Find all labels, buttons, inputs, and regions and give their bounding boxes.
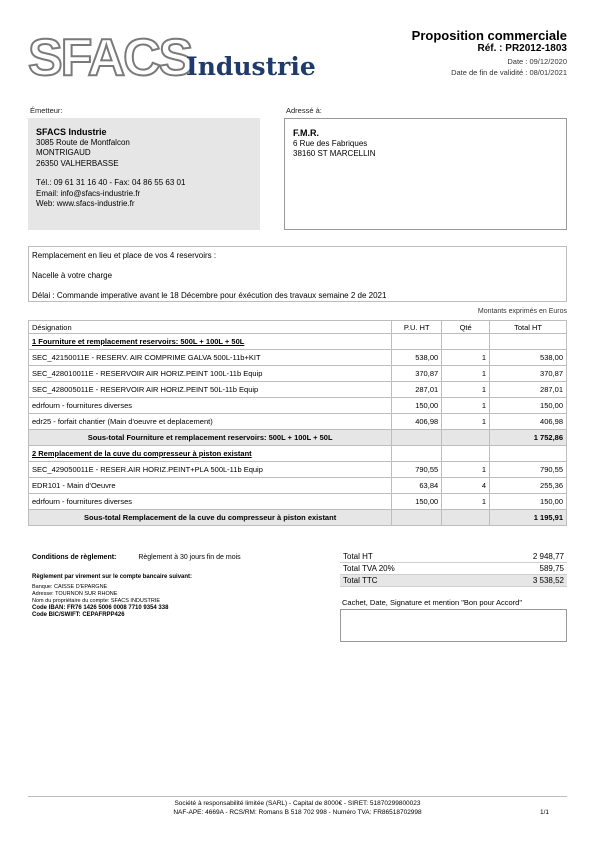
bank-details [32,574,192,619]
cell-designation: SEC_429050011E - RESER.AIR HORIZ.PEINT+PLA 500L-11b Equip [29,462,392,478]
cell-total: 790,55 [490,462,567,478]
cell-quantity: 1 [442,462,490,478]
bank-name: Banque: CAISSE D'EPARGNE [32,584,108,590]
cell-designation: edr25 - forfait chantier (Main d'oeuvre et deplacement) [29,414,392,430]
total-tva-label: Total TVA 20% [340,563,478,575]
total-ttc-label: Total TTC [340,575,478,587]
document-reference: Réf. : PR2012-1803 [477,43,567,54]
payment-conditions [32,554,241,561]
table-row [29,494,567,510]
cell-total: 406,98 [490,414,567,430]
subtotal-value: 1 752,86 [490,430,567,446]
emitter-label: Émetteur: [30,106,63,115]
subtotal-value: 1 195,91 [490,510,567,526]
cell-quantity: 1 [442,350,490,366]
section-row [29,334,567,350]
cell-total: 370,87 [490,366,567,382]
cell-quantity: 1 [442,366,490,382]
total-tva-row [340,563,567,575]
table-row [29,414,567,430]
table-row [29,462,567,478]
bank-bic: Code BIC/SWIFT: CEPAFRPP426 [32,612,125,618]
recipient-zip-city: 38160 ST MARCELLIN [293,149,376,158]
section-title: 1 Fourniture et remplacement reservoirs: 500L + 100L + 50L [29,334,392,350]
intro-line-1: Remplacement en lieu et place de vos 4 reservoirs : [32,251,217,260]
cell-unit-price: 790,55 [392,462,442,478]
section-row [29,446,567,462]
cell-total: 150,00 [490,494,567,510]
cell-designation: SEC_42150011E - RESERV. AIR COMPRIME GALVA 500L-11b+KIT [29,350,392,366]
footer-legal-1: Société à responsabilité limitée (SARL) - Capital de 8000€ - SIRET: 51870299800023 [174,800,421,807]
logo-industrie-text: Industrie [186,52,316,81]
cell-quantity: 4 [442,478,490,494]
table-row [29,366,567,382]
cell-unit-price: 63,84 [392,478,442,494]
bank-iban: Code IBAN: FR76 1426 5006 0008 7710 9354 338 [32,605,169,611]
recipient-box [284,118,567,230]
amounts-note: Montants exprimés en Euros [477,308,567,315]
cell-total: 150,00 [490,398,567,414]
total-ht-row [340,551,567,563]
logo-sfacs-text: SFACS [28,29,192,87]
subtotal-row [29,430,567,446]
table-row [29,382,567,398]
emitter-email: Email: info@sfacs-industrie.fr [36,188,141,198]
footer-legal-2: NAF-APE: 4669A - RCS/RM: Romans B 518 702 998 - Numéro TVA: FR86518702998 [173,809,422,816]
signature-label: Cachet, Date, Signature et mention "Bon pour Accord" [342,598,523,607]
emitter-web: Web: www.sfacs-industrie.fr [36,199,135,208]
header-quantity: Qté [442,321,490,334]
recipient-label: Adressé à: [286,106,322,115]
header-designation: Désignation [29,321,392,334]
emitter-zip-city: 26350 VALHERBASSE [36,158,119,168]
cell-unit-price: 150,00 [392,494,442,510]
subtotal-label: Sous-total Remplacement de la cuve du compresseur à piston existant [29,510,392,526]
cell-unit-price: 150,00 [392,398,442,414]
cell-unit-price: 406,98 [392,414,442,430]
table-header-row [29,321,567,334]
cell-total: 287,01 [490,382,567,398]
cell-unit-price: 287,01 [392,382,442,398]
payment-conditions-value: Règlement à 30 jours fin de mois [138,554,241,561]
document-date: Date : 09/12/2020 [507,57,567,66]
subtotal-label: Sous-total Fourniture et remplacement reservoirs: 500L + 100L + 50L [29,430,392,446]
cell-designation: SEC_428005011E - RESERVOIR AIR HORIZ.PEINT 50L-11b Equip [29,382,392,398]
bank-address: Adresse: TOURNON SUR RHONE [32,591,118,597]
cell-quantity: 1 [442,382,490,398]
intro-box [28,246,567,302]
recipient-address: 6 Rue des Fabriques [293,138,368,148]
cell-quantity: 1 [442,414,490,430]
total-tva-value: 589,75 [478,563,567,575]
cell-total: 538,00 [490,350,567,366]
page-number: 1/1 [539,809,549,816]
cell-unit-price: 370,87 [392,366,442,382]
signature-box[interactable] [340,609,567,642]
payment-conditions-label: Conditions de règlement: [32,554,117,561]
bank-owner: Nom du propriétaire du compte: SFACS INDUSTRIE [32,598,161,604]
subtotal-row [29,510,567,526]
cell-designation: edrfourn - fournitures diverses [29,398,392,414]
total-ht-value: 2 948,77 [478,551,567,563]
emitter-address: 3085 Route de Montfalcon [36,137,130,147]
cell-quantity: 1 [442,494,490,510]
cell-designation: edrfourn - fournitures diverses [29,494,392,510]
cell-quantity: 1 [442,398,490,414]
header-unit-price: P.U. HT [392,321,442,334]
table-row [29,478,567,494]
total-ttc-row [340,575,567,587]
totals-table [340,551,567,587]
total-ht-label: Total HT [340,551,478,563]
intro-line-3: Délai : Commande imperative avant le 18 Décembre pour éxécution des travaux semaine 2 de 2021 [32,291,387,300]
lines-table [28,320,567,526]
table-row [29,398,567,414]
company-logo [28,30,318,90]
section-title: 2 Remplacement de la cuve du compresseur à piston existant [29,446,392,462]
total-ttc-value: 3 538,52 [478,575,567,587]
emitter-box [28,118,260,230]
cell-total: 255,36 [490,478,567,494]
cell-unit-price: 538,00 [392,350,442,366]
footer-divider [28,796,567,797]
bank-title: Règlement par virement sur le compte bancaire suivant: [32,574,193,580]
recipient-name: F.M.R. [293,128,319,138]
emitter-name: SFACS Industrie [36,127,107,137]
table-row [29,350,567,366]
emitter-phone: Tél.: 09 61 31 16 40 - Fax: 04 86 55 63 01 [36,178,186,187]
header-total: Total HT [490,321,567,334]
cell-designation: SEC_428010011E - RESERVOIR AIR HORIZ.PEINT 100L-11b Equip [29,366,392,382]
emitter-city: MONTRIGAUD [36,148,91,157]
intro-line-2: Nacelle à votre charge [32,271,113,280]
cell-designation: EDR101 - Main d'Oeuvre [29,478,392,494]
validity-date: Date de fin de validité : 08/01/2021 [451,68,567,77]
document-title: Proposition commerciale [411,28,567,43]
